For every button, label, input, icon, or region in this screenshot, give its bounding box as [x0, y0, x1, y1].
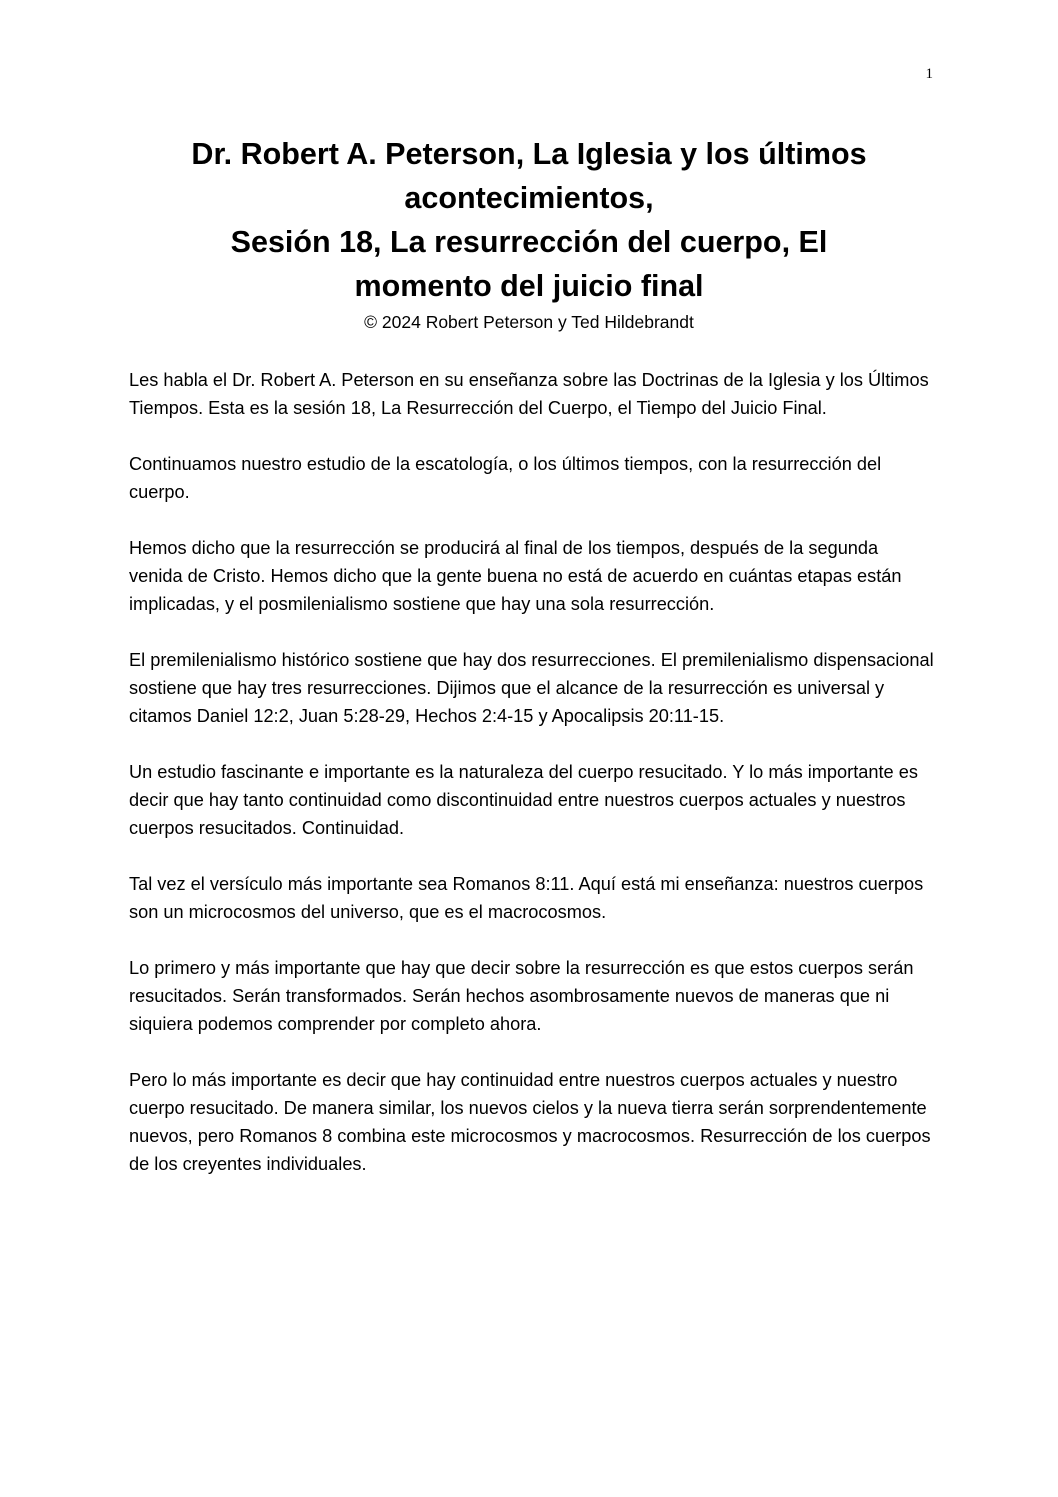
paragraph: Tal vez el versículo más importante sea Romanos 8:11. Aquí está mi enseñanza: nuestros cuerpos son un microcosmos del universo, que es el macrocosmos. [129, 874, 924, 922]
title-line-3: Sesión 18, La resurrección del cuerpo, El [230, 225, 828, 259]
title-block [129, 132, 929, 336]
paragraph: Pero lo más importante es decir que hay continuidad entre nuestros cuerpos actuales y nuestro cuerpo resucitado. De manera similar, los nuevos cielos y la nueva tierra serán sorprendentemente nuevos, pero Romanos 8 combina este microcosmos y macrocosmos. Resurrección de los cuerpos de los creyentes individuales. [129, 1070, 931, 1174]
paragraph: Lo primero y más importante que hay que decir sobre la resurrección es que estos cuerpos serán resucitados. Serán transformados. Serán hechos asombrosamente nuevos de maneras que ni siquiera podemos comprender por completo ahora. [129, 958, 914, 1034]
document-body [129, 366, 934, 1206]
paragraph: Un estudio fascinante e importante es la naturaleza del cuerpo resucitado. Y lo más importante es decir que hay tanto continuidad como discontinuidad entre nuestros cuerpos actuales y nuestros cuerpos resucitados. Continuidad. [129, 762, 918, 838]
paragraph: El premilenialismo histórico sostiene que hay dos resurrecciones. El premilenialismo dispensacional sostiene que hay tres resurrecciones. Dijimos que el alcance de la resurrección es universal y citamos Daniel 12:2, Juan 5:28-29, Hechos 2:4-15 y Apocalipsis 20:11-15. [129, 650, 934, 726]
paragraph: Hemos dicho que la resurrección se producirá al final de los tiempos, después de la segunda venida de Cristo. Hemos dicho que la gente buena no está de acuerdo en cuántas etapas están implicadas, y el posmilenialismo sostiene que hay una sola resurrección. [129, 538, 902, 614]
title-line-1: Dr. Robert A. Peterson, La Iglesia y los últimos [191, 137, 867, 171]
page-number: 1 [925, 66, 933, 82]
paragraph: Continuamos nuestro estudio de la escatología, o los últimos tiempos, con la resurrección del cuerpo. [129, 454, 882, 502]
title-line-2: acontecimientos, [404, 181, 654, 215]
copyright-line: © 2024 Robert Peterson y Ted Hildebrandt [364, 312, 694, 332]
title-line-4: momento del juicio final [354, 269, 704, 303]
paragraph: Les habla el Dr. Robert A. Peterson en su enseñanza sobre las Doctrinas de la Iglesia y los Últimos Tiempos. Esta es la sesión 18, La Resurrección del Cuerpo, el Tiempo del Juicio Final. [129, 370, 929, 418]
